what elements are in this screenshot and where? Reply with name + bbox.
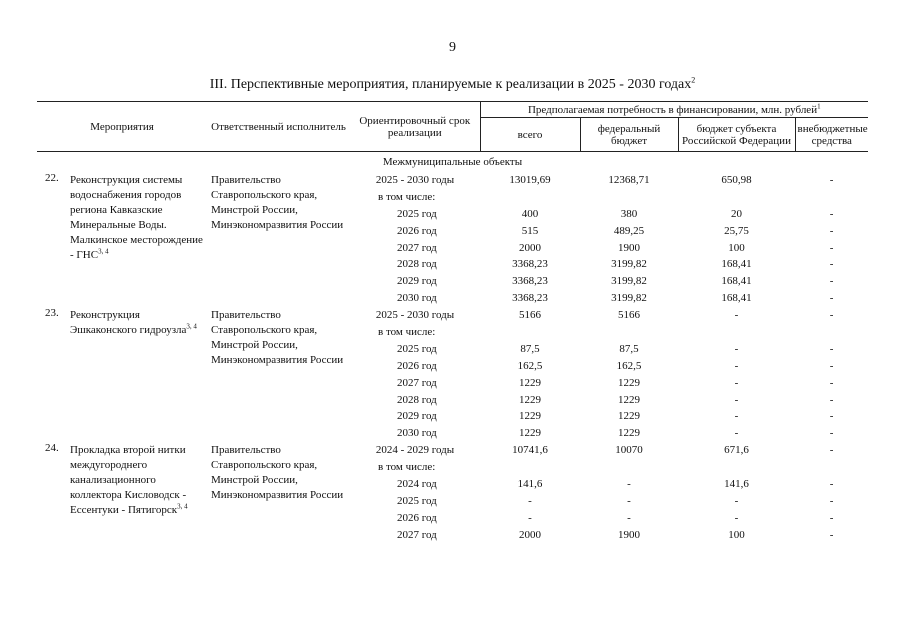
federal-cell: - <box>627 494 631 507</box>
total-cell: 1229 <box>519 410 542 423</box>
term-cell: 2025 год <box>397 207 437 220</box>
term-cell: 2028 год <box>397 258 437 271</box>
term-cell: 2029 год <box>397 275 437 288</box>
total-cell: 3368,23 <box>512 292 548 305</box>
regional-cell <box>678 189 795 206</box>
extra-cell: - <box>829 511 834 524</box>
item-name: Реконструкция Эшкаконского гидроузла <box>70 309 187 337</box>
extra-cell: - <box>829 359 834 372</box>
financing-footnote-mark: 1 <box>817 101 821 110</box>
federal-cell: 1229 <box>618 427 641 440</box>
header-term: Ориентировочный срок реализации <box>359 114 471 139</box>
regional-cell: 671,6 <box>724 444 749 457</box>
regional-cell: 141,6 <box>724 477 749 490</box>
term-cell: в том числе: <box>378 325 436 338</box>
item-name: Реконструкция системы водоснабжения городов региона Кавказские Минеральные Воды. Малкинское месторождение - ГНС <box>70 174 203 261</box>
term-cell: 2025 - 2030 годы <box>375 173 455 186</box>
header-financing <box>480 102 868 118</box>
total-cell: 400 <box>521 207 539 220</box>
regional-cell: 168,41 <box>721 275 752 288</box>
extra-cell <box>795 459 868 476</box>
section-label: Межмуниципальные объекты <box>382 155 523 168</box>
term-cell: 2025 год <box>397 342 437 355</box>
federal-cell: 489,25 <box>613 224 645 237</box>
regional-cell: - <box>734 309 739 322</box>
header-total: всего <box>480 118 580 152</box>
term-cell: 2025 - 2030 годы <box>375 309 455 322</box>
federal-cell: 1900 <box>618 528 641 541</box>
regional-cell: 25,75 <box>724 224 749 237</box>
regional-cell: - <box>734 393 739 406</box>
regional-cell: 168,41 <box>721 258 752 271</box>
term-cell: в том числе: <box>378 461 436 474</box>
item-responsible: Правительство Ставропольского края, Минстрой России, Минэкономразвития России <box>211 309 344 367</box>
extra-cell: - <box>829 410 834 423</box>
federal-cell: 1229 <box>618 376 641 389</box>
total-cell: 1229 <box>519 376 542 389</box>
item-name-cell <box>68 307 207 442</box>
total-cell: 5166 <box>519 309 542 322</box>
item-responsible: Правительство Ставропольского края, Минстрой России, Минэкономразвития России <box>211 444 344 502</box>
regional-cell: - <box>734 410 739 423</box>
term-cell: 2030 год <box>397 292 437 305</box>
page-title-text: III. Перспективные мероприятия, планируемые к реализации в 2025 - 2030 годах <box>209 77 692 92</box>
regional-cell: - <box>734 511 739 524</box>
activities-table <box>37 101 868 544</box>
total-cell: 10741,6 <box>512 444 548 457</box>
regional-cell: 168,41 <box>721 292 752 305</box>
total-cell: 1229 <box>519 393 542 406</box>
header-responsible: Ответственный исполнитель <box>211 120 346 133</box>
term-cell: 2026 год <box>397 511 437 524</box>
total-cell: 3368,23 <box>512 275 548 288</box>
extra-cell: - <box>829 173 834 186</box>
extra-cell: - <box>829 427 834 440</box>
federal-cell: 1229 <box>618 410 641 423</box>
term-cell: 2027 год <box>397 528 437 541</box>
federal-cell <box>580 189 678 206</box>
federal-cell: 3199,82 <box>611 258 647 271</box>
header-financing-text: Предполагаемая потребность в финансировании, млн. рублей <box>527 103 818 116</box>
header-federal: федеральный бюджет <box>580 118 678 152</box>
term-cell: 2024 - 2029 годы <box>375 444 455 457</box>
term-cell: 2026 год <box>397 359 437 372</box>
total-cell: 2000 <box>519 528 542 541</box>
header-activity: Мероприятия <box>90 120 154 133</box>
extra-cell: - <box>829 309 834 322</box>
term-cell: 2027 год <box>397 241 437 254</box>
regional-cell: - <box>734 494 739 507</box>
term-cell: 2025 год <box>397 494 437 507</box>
item-name: Прокладка второй нитки междугороднего канализационного коллектора Кисловодск - Ессентуки - Пятигорск <box>70 444 187 517</box>
page-number: 9 <box>449 40 456 55</box>
extra-cell: - <box>829 292 834 305</box>
federal-cell: 1229 <box>618 393 641 406</box>
federal-cell: 10070 <box>615 444 643 457</box>
federal-cell: 1900 <box>618 241 641 254</box>
federal-cell: 3199,82 <box>611 275 647 288</box>
total-cell: 13019,69 <box>509 173 551 186</box>
total-cell: 162,5 <box>517 359 543 372</box>
federal-cell: 12368,71 <box>608 173 650 186</box>
table-header <box>37 102 868 152</box>
item-number: 23. <box>45 307 59 320</box>
extra-cell: - <box>829 241 834 254</box>
regional-cell: - <box>734 359 739 372</box>
extra-cell <box>795 189 868 206</box>
regional-cell: 100 <box>728 241 745 254</box>
header-extra: внебюджетные средства <box>795 118 868 152</box>
term-cell: в том числе: <box>378 190 436 203</box>
total-cell: 87,5 <box>520 342 540 355</box>
item-number: 24. <box>45 442 59 455</box>
extra-cell: - <box>829 275 834 288</box>
regional-cell <box>678 324 795 341</box>
regional-cell: - <box>734 427 739 440</box>
header-regional: бюджет субъекта Российской Федерации <box>678 118 795 152</box>
federal-cell: 162,5 <box>616 359 642 372</box>
item-footnote-mark: 3, 4 <box>177 502 188 511</box>
extra-cell: - <box>829 393 834 406</box>
table-row <box>37 172 868 189</box>
total-cell: 3368,23 <box>512 258 548 271</box>
total-cell: 1229 <box>519 427 542 440</box>
term-cell: 2030 год <box>397 427 437 440</box>
regional-cell <box>678 459 795 476</box>
extra-cell: - <box>829 376 834 389</box>
regional-cell: - <box>734 342 739 355</box>
extra-cell: - <box>829 207 834 220</box>
item-name-cell <box>68 442 207 543</box>
total-cell <box>480 189 580 206</box>
total-cell <box>480 324 580 341</box>
extra-cell: - <box>829 342 834 355</box>
total-cell: 2000 <box>519 241 542 254</box>
regional-cell: 650,98 <box>721 173 752 186</box>
regional-cell: - <box>734 376 739 389</box>
item-footnote-mark: 3, 4 <box>186 322 197 331</box>
regional-cell: 100 <box>728 528 745 541</box>
term-cell: 2027 год <box>397 376 437 389</box>
total-cell <box>480 459 580 476</box>
federal-cell <box>580 459 678 476</box>
total-cell: 141,6 <box>517 477 543 490</box>
item-footnote-mark: 3, 4 <box>98 247 109 256</box>
extra-cell: - <box>829 477 834 490</box>
item-responsible: Правительство Ставропольского края, Минстрой России, Минэкономразвития России <box>211 174 344 231</box>
extra-cell: - <box>829 444 834 457</box>
regional-cell: 20 <box>731 207 743 220</box>
extra-cell: - <box>829 494 834 507</box>
table-row <box>37 307 868 324</box>
table-body <box>37 152 868 544</box>
extra-cell: - <box>829 258 834 271</box>
federal-cell: 5166 <box>618 309 641 322</box>
extra-cell <box>795 324 868 341</box>
federal-cell: - <box>627 477 631 490</box>
extra-cell: - <box>829 224 834 237</box>
total-cell: 515 <box>521 224 539 237</box>
item-number: 22. <box>45 172 59 184</box>
term-cell: 2028 год <box>397 393 437 406</box>
item-name-cell <box>68 172 207 307</box>
title-footnote-mark: 2 <box>691 75 696 85</box>
federal-cell <box>580 324 678 341</box>
federal-cell: 3199,82 <box>611 292 647 305</box>
term-cell: 2024 год <box>397 477 437 490</box>
federal-cell: - <box>627 511 631 524</box>
term-cell: 2026 год <box>397 224 437 237</box>
table-row <box>37 442 868 459</box>
federal-cell: 87,5 <box>619 342 639 355</box>
page-title <box>0 77 905 93</box>
total-cell: - <box>528 494 532 507</box>
federal-cell: 380 <box>620 207 638 220</box>
extra-cell: - <box>829 528 834 541</box>
total-cell: - <box>528 511 532 524</box>
term-cell: 2029 год <box>397 410 437 423</box>
